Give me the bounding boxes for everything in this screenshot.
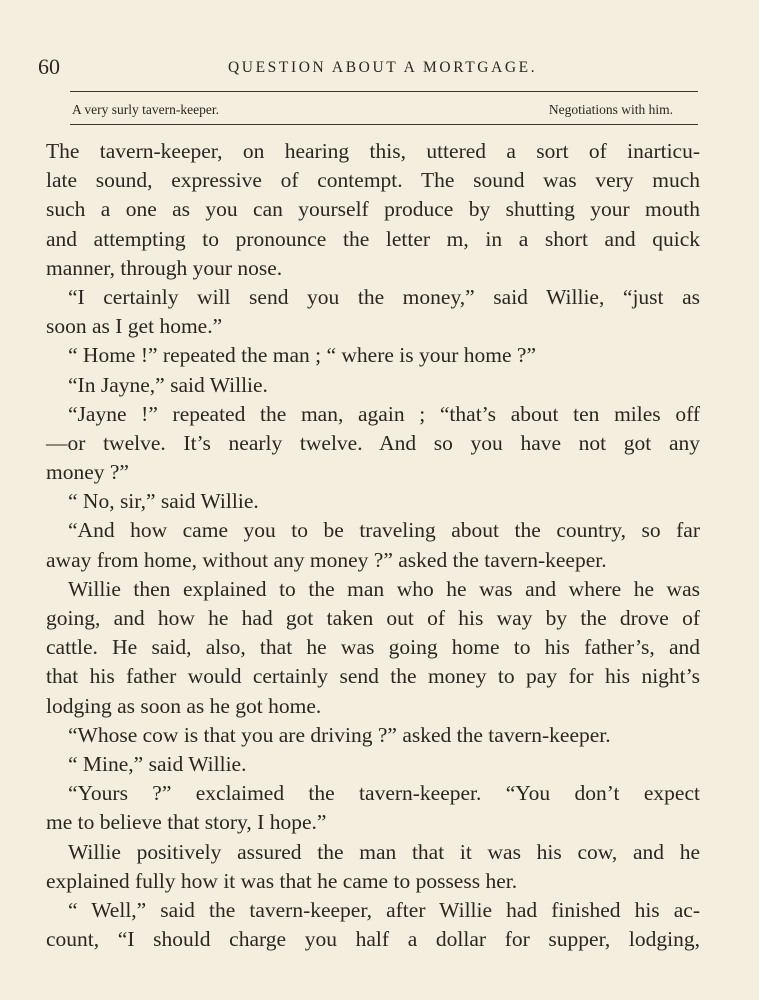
text-line: Willie then explained to the man who he was and where he was — [68, 576, 700, 601]
page-number: 60 — [38, 54, 60, 79]
text-line: such a one as you can yourself produce by shutting your mouth — [46, 197, 700, 222]
text-line: “Whose cow is that you are driving ?” asked the tavern-keeper. — [68, 722, 611, 747]
text-line: going, and how he had got taken out of his way by the drove of — [46, 606, 700, 630]
text-line: and attempting to pronounce the letter m, in a short and quick — [46, 226, 700, 251]
text-line: “Yours ?” exclaimed the tavern-keeper. “You don’t expect — [68, 781, 700, 806]
text-line: The tavern-keeper, on hearing this, uttered a sort of inarticu- — [46, 139, 700, 163]
text-line: me to believe that story, I hope.” — [46, 810, 327, 835]
text-line: cattle. He said, also, that he was going home to his father’s, and — [46, 635, 700, 660]
text-line: lodging as soon as he got home. — [46, 693, 322, 718]
running-head — [38, 54, 698, 82]
text-line: late sound, expressive of contempt. The sound was very much — [46, 168, 700, 193]
header-rule-top — [70, 91, 698, 92]
text-line: “ Mine,” said Willie. — [68, 751, 247, 776]
text-line: “In Jayne,” said Willie. — [68, 372, 268, 397]
text-line: soon as I get home.” — [46, 314, 223, 339]
text-line: “I certainly will send you the money,” said Willie, “just as — [68, 284, 700, 309]
text-line: “ Home !” repeated the man ; “ where is your home ?” — [68, 343, 537, 368]
text-line: that his father would certainly send the money to pay for his night’s — [46, 664, 700, 689]
body-text — [46, 137, 700, 954]
text-line: manner, through your nose. — [46, 255, 283, 280]
text-line: “And how came you to be traveling about the country, so far — [68, 518, 700, 543]
text-line: Willie positively assured the man that it was his cow, and he — [68, 839, 700, 864]
text-line: explained fully how it was that he came to possess her. — [46, 868, 518, 893]
text-line: “Jayne !” repeated the man, again ; “that’s about ten miles off — [68, 401, 700, 426]
text-line: count, “I should charge you half a dollar for supper, lodging, — [46, 927, 700, 952]
text-line: money ?” — [46, 460, 129, 485]
text-line: —or twelve. It’s nearly twelve. And so you have not got any — [46, 430, 700, 455]
marginal-note-right: Negotiations with him. — [548, 102, 673, 117]
text-line: “ No, sir,” said Willie. — [68, 489, 259, 514]
header-rule-bottom — [70, 124, 698, 125]
text-line: away from home, without any money ?” asked the tavern-keeper. — [46, 547, 607, 572]
running-title: QUESTION ABOUT A MORTGAGE. — [228, 59, 538, 76]
text-line: “ Well,” said the tavern-keeper, after Willie had finished his ac- — [68, 897, 700, 922]
marginal-note-left: A very surly tavern-keeper. — [72, 102, 219, 117]
